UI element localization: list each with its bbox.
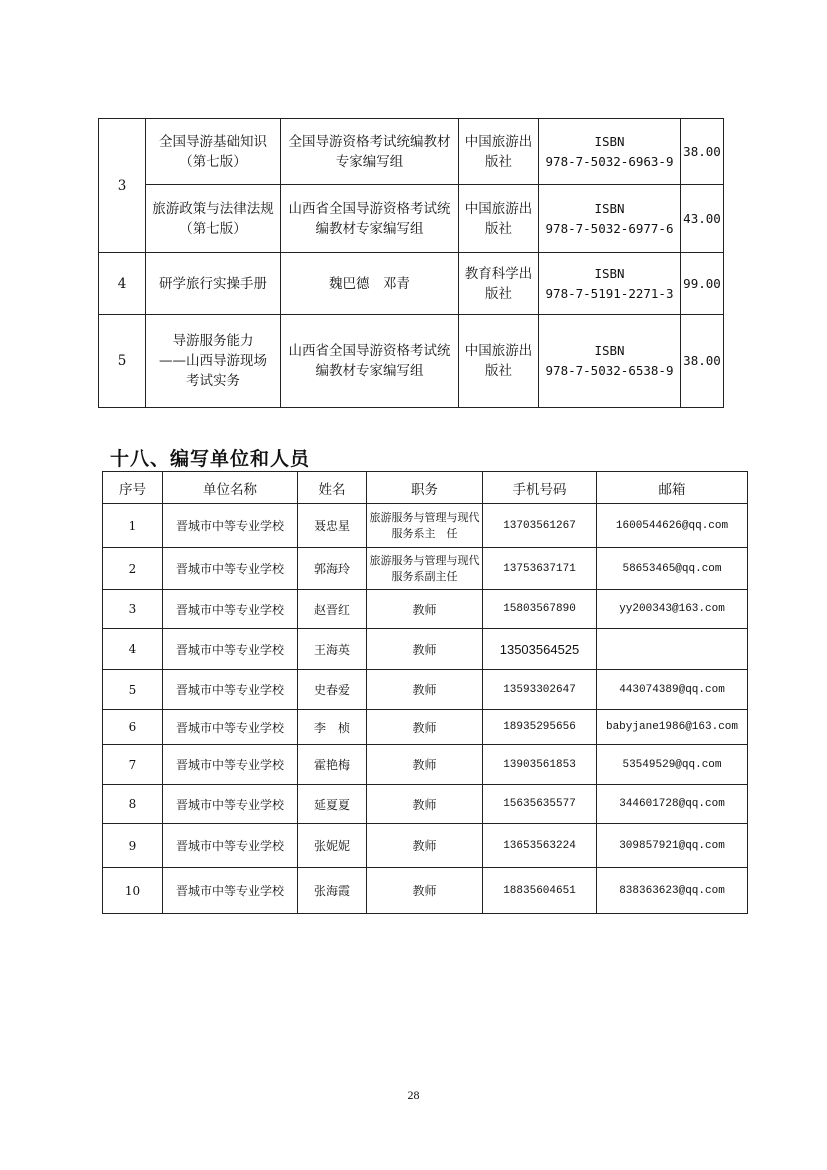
staff-phone: 15803567890 <box>483 590 597 629</box>
table-row <box>99 119 724 185</box>
isbn-label: ISBN <box>594 200 625 216</box>
staff-phone: 15635635577 <box>483 785 597 824</box>
book-title: 旅游政策与法律法规（第七版） <box>146 185 281 253</box>
table-row <box>103 504 748 548</box>
staff-email: 58653465@qq.com <box>597 548 748 590</box>
staff-role: 教师 <box>367 710 483 745</box>
staff-email: 443074389@qq.com <box>597 670 748 710</box>
book-price: 38.00 <box>681 119 724 185</box>
staff-phone: 18935295656 <box>483 710 597 745</box>
staff-email: babyjane1986@163.com <box>597 710 748 745</box>
staff-no: 5 <box>103 670 163 710</box>
book-title <box>146 315 281 408</box>
staff-name: 霍艳梅 <box>298 745 367 785</box>
isbn-number: 978-7-5032-6538-9 <box>545 363 674 378</box>
staff-no: 7 <box>103 745 163 785</box>
staff-email: 1600544626@qq.com <box>597 504 748 548</box>
book-isbn <box>539 119 681 185</box>
staff-email: 344601728@qq.com <box>597 785 748 824</box>
table-row <box>99 315 724 408</box>
staff-email: yy200343@163.com <box>597 590 748 629</box>
staff-role: 教师 <box>367 868 483 914</box>
staff-role: 教师 <box>367 745 483 785</box>
book-price: 38.00 <box>681 315 724 408</box>
isbn-label: ISBN <box>594 133 625 149</box>
staff-name: 张海霞 <box>298 868 367 914</box>
staff-email: 309857921@qq.com <box>597 824 748 868</box>
staff-no: 4 <box>103 629 163 670</box>
table-row <box>99 185 724 253</box>
table-row <box>103 868 748 914</box>
page-number: 28 <box>407 1088 420 1102</box>
book-publisher: 中国旅游出版社 <box>459 119 539 185</box>
staff-no: 1 <box>103 504 163 548</box>
isbn-number: 978-7-5032-6963-9 <box>545 153 674 169</box>
staff-role: 旅游服务与管理与现代服务系主 任 <box>367 504 483 548</box>
staff-role: 旅游服务与管理与现代服务系副主任 <box>367 548 483 590</box>
book-no: 4 <box>99 253 146 315</box>
book-author: 魏巴德 邓青 <box>281 253 459 315</box>
table-row <box>103 548 748 590</box>
title-line: 考试实务 <box>186 373 240 389</box>
table-row <box>103 745 748 785</box>
staff-no: 6 <box>103 710 163 745</box>
staff-no: 3 <box>103 590 163 629</box>
book-isbn <box>539 185 681 253</box>
staff-name: 王海英 <box>298 629 367 670</box>
book-price: 99.00 <box>681 253 724 315</box>
book-publisher: 中国旅游出版社 <box>459 185 539 253</box>
book-title: 全国导游基础知识（第七版） <box>146 119 281 185</box>
staff-name: 郭海玲 <box>298 548 367 590</box>
title-line: 导游服务能力 <box>172 333 254 349</box>
staff-name: 延夏夏 <box>298 785 367 824</box>
staff-table <box>102 471 748 914</box>
staff-phone: 13503564525 <box>483 629 597 670</box>
table-row <box>103 824 748 868</box>
table-row <box>103 670 748 710</box>
title-line: ——山西导游现场 <box>159 353 267 369</box>
isbn-number: 978-7-5032-6977-6 <box>545 220 674 236</box>
staff-no: 8 <box>103 785 163 824</box>
book-no: 5 <box>99 315 146 408</box>
staff-unit: 晋城市中等专业学校 <box>163 785 298 824</box>
staff-unit: 晋城市中等专业学校 <box>163 745 298 785</box>
staff-email <box>597 629 748 670</box>
staff-no: 2 <box>103 548 163 590</box>
book-author: 山西省全国导游资格考试统编教材专家编写组 <box>281 185 459 253</box>
staff-unit: 晋城市中等专业学校 <box>163 590 298 629</box>
book-author: 全国导游资格考试统编教材专家编写组 <box>281 119 459 185</box>
isbn-label: ISBN <box>594 265 625 281</box>
isbn-label: ISBN <box>594 343 625 358</box>
staff-role: 教师 <box>367 670 483 710</box>
book-title: 研学旅行实操手册 <box>146 253 281 315</box>
table-row <box>103 590 748 629</box>
header-unit: 单位名称 <box>163 472 298 504</box>
book-price: 43.00 <box>681 185 724 253</box>
staff-phone: 13753637171 <box>483 548 597 590</box>
book-isbn <box>539 315 681 408</box>
staff-unit: 晋城市中等专业学校 <box>163 868 298 914</box>
staff-phone: 13903561853 <box>483 745 597 785</box>
staff-no: 9 <box>103 824 163 868</box>
staff-name: 李 桢 <box>298 710 367 745</box>
header-phone: 手机号码 <box>483 472 597 504</box>
staff-unit: 晋城市中等专业学校 <box>163 629 298 670</box>
table-header-row <box>103 472 748 504</box>
staff-role: 教师 <box>367 629 483 670</box>
table-row <box>103 785 748 824</box>
header-name: 姓名 <box>298 472 367 504</box>
staff-unit: 晋城市中等专业学校 <box>163 504 298 548</box>
staff-email: 838363623@qq.com <box>597 868 748 914</box>
isbn-number: 978-7-5191-2271-3 <box>545 285 674 301</box>
book-publisher: 教育科学出版社 <box>459 253 539 315</box>
book-no: 3 <box>99 119 146 253</box>
staff-name: 史春爱 <box>298 670 367 710</box>
staff-role: 教师 <box>367 590 483 629</box>
book-table <box>98 118 724 408</box>
table-row <box>103 710 748 745</box>
table-row <box>103 629 748 670</box>
staff-unit: 晋城市中等专业学校 <box>163 824 298 868</box>
header-role: 职务 <box>367 472 483 504</box>
staff-unit: 晋城市中等专业学校 <box>163 710 298 745</box>
staff-name: 聂忠星 <box>298 504 367 548</box>
staff-no: 10 <box>103 868 163 914</box>
staff-role: 教师 <box>367 785 483 824</box>
book-author: 山西省全国导游资格考试统编教材专家编写组 <box>281 315 459 408</box>
staff-email: 53549529@qq.com <box>597 745 748 785</box>
book-publisher: 中国旅游出版社 <box>459 315 539 408</box>
staff-name: 赵晋红 <box>298 590 367 629</box>
table-row <box>99 253 724 315</box>
header-no: 序号 <box>103 472 163 504</box>
staff-phone: 13703561267 <box>483 504 597 548</box>
staff-phone: 13593302647 <box>483 670 597 710</box>
section-title: 十八、编写单位和人员 <box>110 448 311 470</box>
book-isbn <box>539 253 681 315</box>
header-email: 邮箱 <box>597 472 748 504</box>
staff-phone: 18835604651 <box>483 868 597 914</box>
staff-phone: 13653563224 <box>483 824 597 868</box>
staff-unit: 晋城市中等专业学校 <box>163 670 298 710</box>
staff-unit: 晋城市中等专业学校 <box>163 548 298 590</box>
staff-name: 张妮妮 <box>298 824 367 868</box>
staff-role: 教师 <box>367 824 483 868</box>
